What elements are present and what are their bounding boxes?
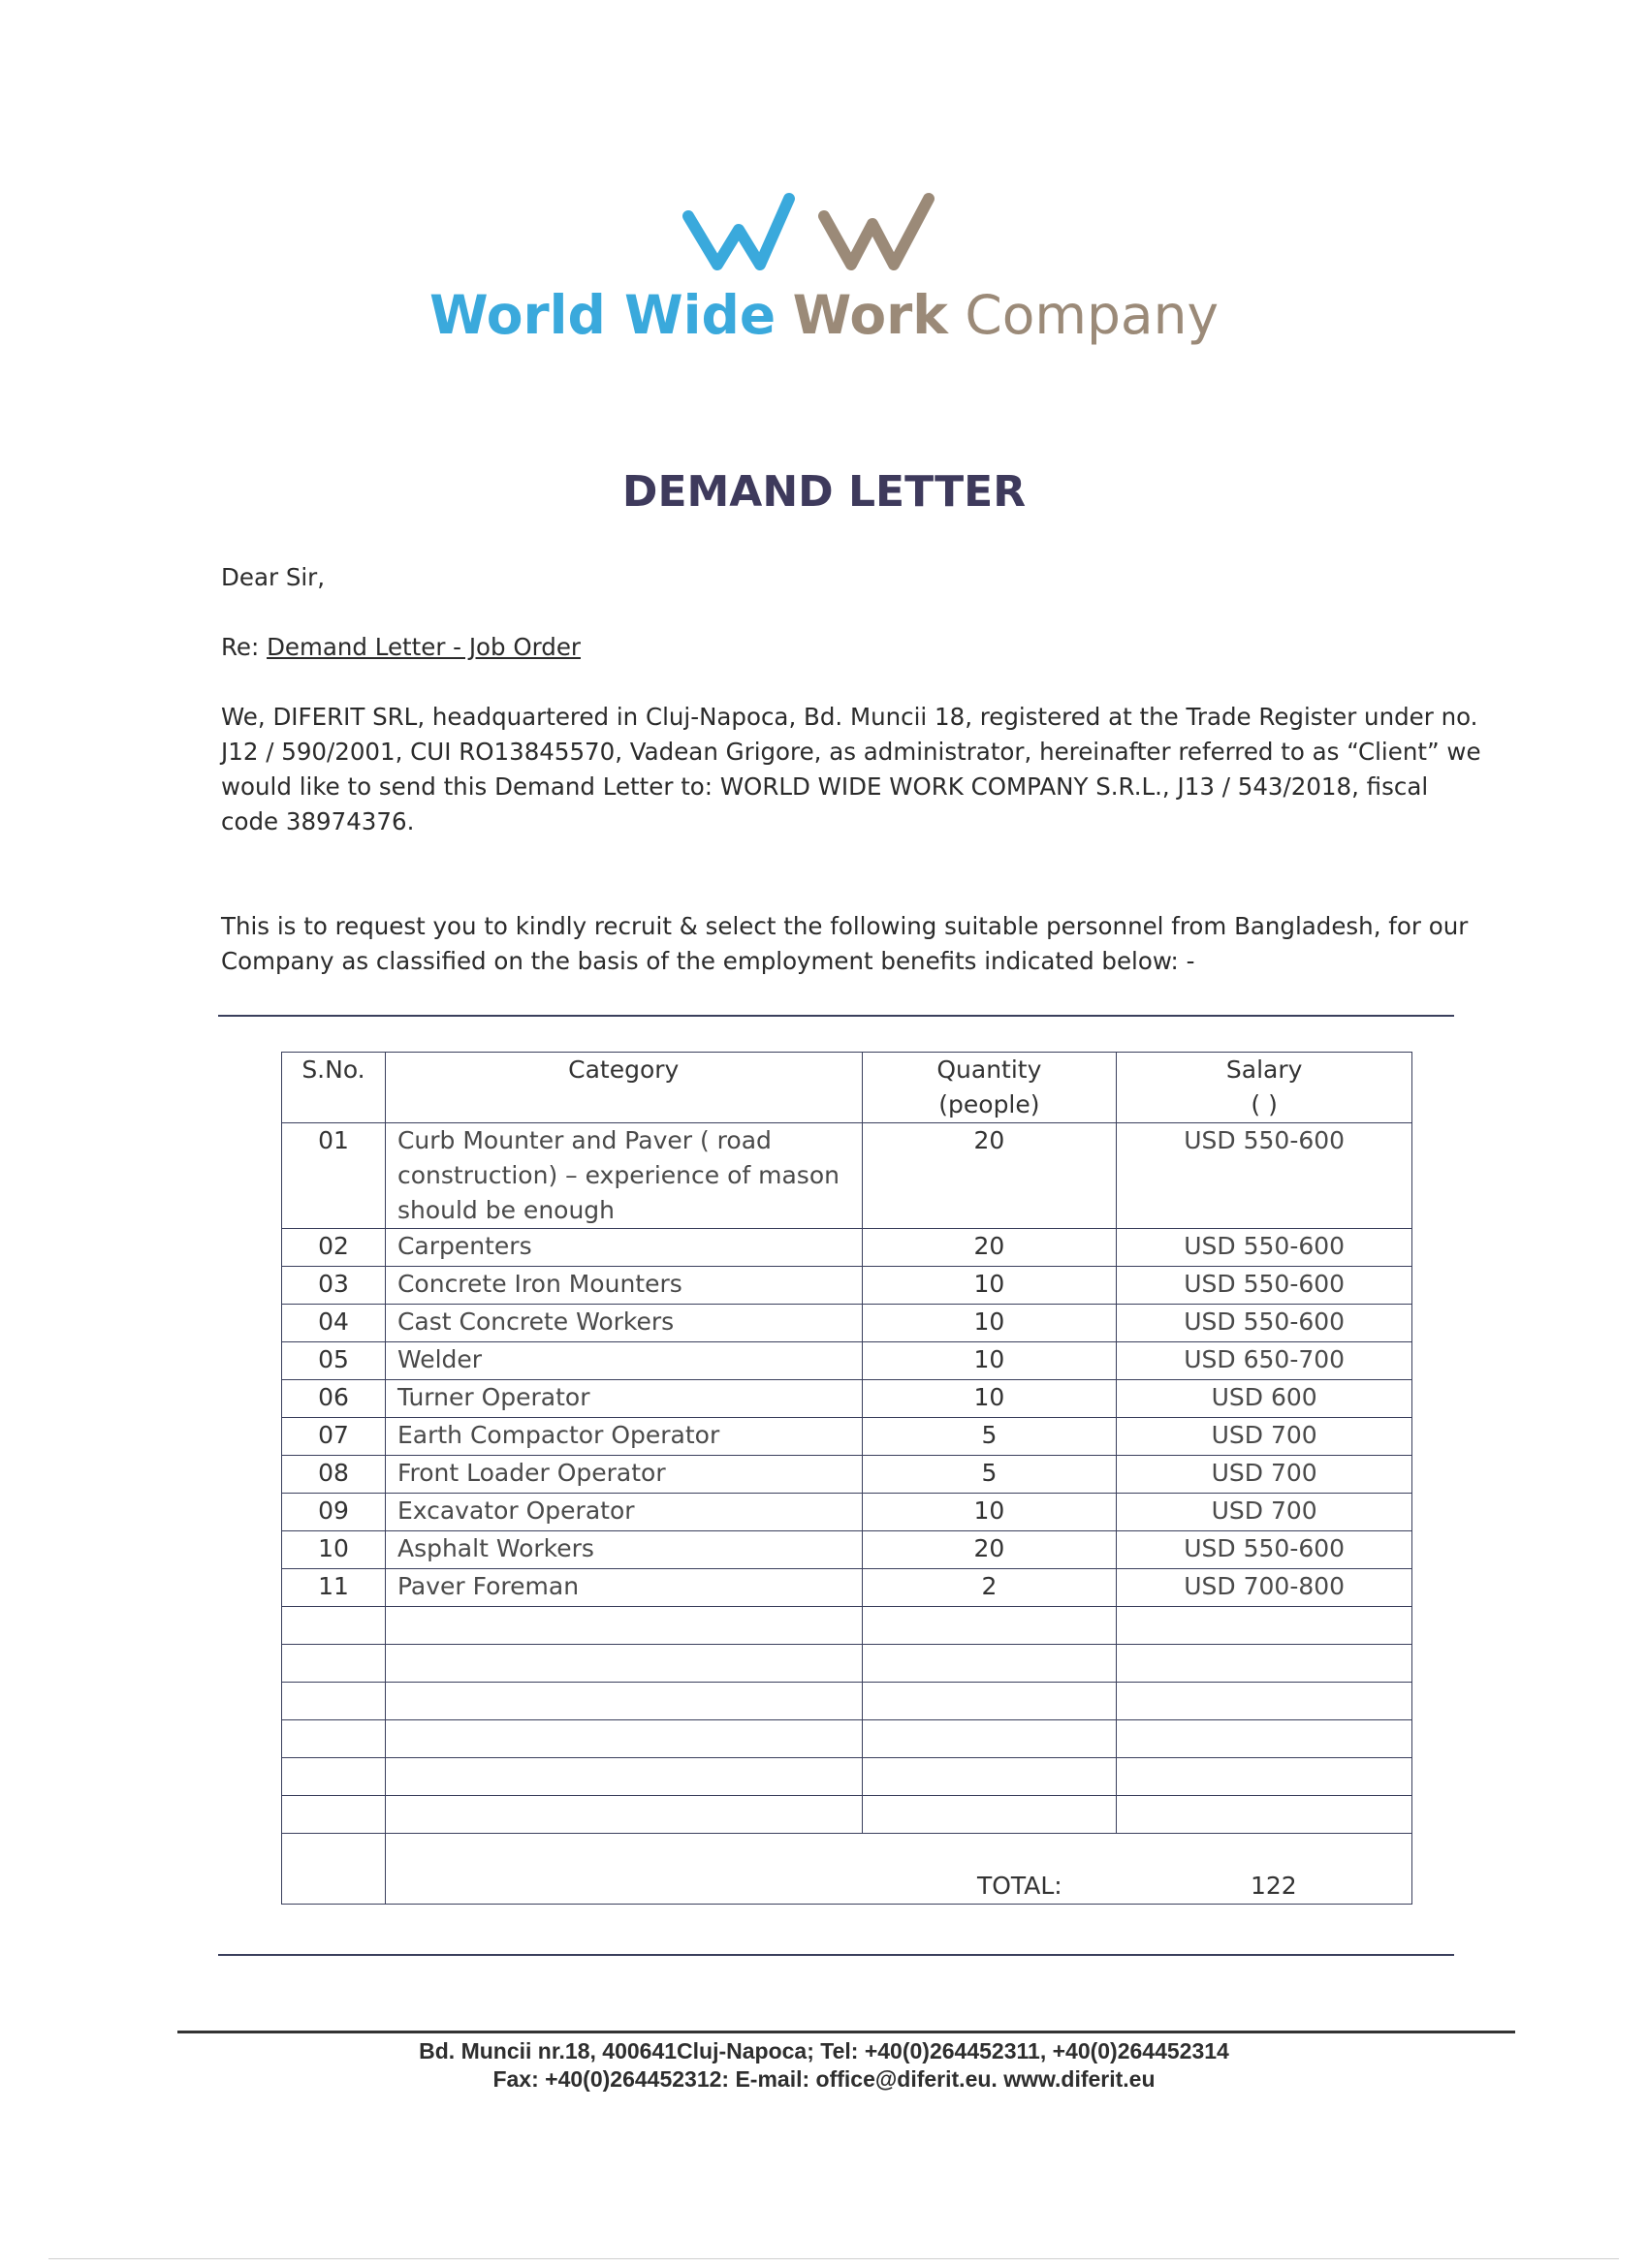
header-salary-line1: Salary: [1225, 1055, 1303, 1084]
footer-divider: [177, 2031, 1515, 2033]
table-row-empty: [282, 1720, 1412, 1758]
empty-cell: [862, 1720, 1117, 1758]
table-total-row: [282, 1834, 1412, 1905]
footer-contact: Fax: +40(0)264452312: E-mail: office@diferit.eu. www.diferit.eu: [492, 2066, 1156, 2092]
empty-cell: [862, 1683, 1117, 1720]
empty-cell: [1117, 1645, 1412, 1683]
cell-category: Asphalt Workers: [385, 1531, 862, 1569]
empty-cell: [282, 1607, 386, 1645]
www-logo-mark-icon: [679, 189, 969, 276]
company-logo: [0, 189, 1648, 276]
total-value: 122: [1250, 1872, 1297, 1900]
cell-category: Front Loader Operator: [385, 1456, 862, 1494]
cell-sno: 01: [282, 1123, 386, 1229]
table-row-empty: [282, 1796, 1412, 1834]
table-header-row: [282, 1053, 1412, 1123]
cell-quantity: 20: [862, 1123, 1117, 1229]
cell-salary: USD 550-600: [1117, 1267, 1412, 1305]
logo-text-company: Company: [965, 284, 1219, 346]
subject-label: Re:: [221, 633, 260, 661]
header-quantity-line1: Quantity: [936, 1055, 1042, 1084]
header-category: Category: [385, 1053, 862, 1123]
cell-category: Curb Mounter and Paver ( road construction) – experience of mason should be enough: [385, 1123, 862, 1229]
cell-sno: 08: [282, 1456, 386, 1494]
cell-quantity: 20: [862, 1531, 1117, 1569]
cell-category: Turner Operator: [385, 1380, 862, 1418]
subject-text: Demand Letter - Job Order: [267, 633, 581, 661]
cell-category: Welder: [385, 1342, 862, 1380]
empty-cell: [862, 1607, 1117, 1645]
header-salary-line2: ( ): [1251, 1090, 1278, 1118]
table-row: [282, 1229, 1412, 1267]
total-sno-cell: [282, 1834, 386, 1905]
table-row: [282, 1456, 1412, 1494]
empty-cell: [1117, 1796, 1412, 1834]
cell-sno: 02: [282, 1229, 386, 1267]
logo-text-world-wide: World Wide: [428, 284, 776, 346]
cell-sno: 11: [282, 1569, 386, 1607]
empty-cell: [385, 1720, 862, 1758]
table-row-empty: [282, 1645, 1412, 1683]
cell-salary: USD 650-700: [1117, 1342, 1412, 1380]
cell-category: Earth Compactor Operator: [385, 1418, 862, 1456]
empty-cell: [1117, 1683, 1412, 1720]
cell-category: Concrete Iron Mounters: [385, 1267, 862, 1305]
cell-salary: USD 700: [1117, 1418, 1412, 1456]
cell-quantity: 20: [862, 1229, 1117, 1267]
empty-cell: [385, 1758, 862, 1796]
cell-sno: 10: [282, 1531, 386, 1569]
table-row: [282, 1380, 1412, 1418]
table-row: [282, 1267, 1412, 1305]
subject-line: [221, 630, 1481, 665]
table-row: [282, 1494, 1412, 1531]
cell-quantity: 5: [862, 1456, 1117, 1494]
cell-category: Paver Foreman: [385, 1569, 862, 1607]
table-row: [282, 1342, 1412, 1380]
cell-category: Excavator Operator: [385, 1494, 862, 1531]
table-row-empty: [282, 1758, 1412, 1796]
empty-cell: [282, 1796, 386, 1834]
company-logo-text: [0, 281, 1648, 349]
greeting: Dear Sir,: [221, 563, 326, 591]
total-wrap: [397, 1834, 1400, 1904]
divider-top: [218, 1015, 1454, 1017]
empty-cell: [385, 1645, 862, 1683]
empty-cell: [282, 1683, 386, 1720]
page-bottom-line: [48, 2258, 1619, 2259]
table-row: [282, 1569, 1412, 1607]
cell-quantity: 5: [862, 1418, 1117, 1456]
table-row: [282, 1418, 1412, 1456]
header-sno: S.No.: [282, 1053, 386, 1123]
logo-text-work: Work: [792, 284, 948, 346]
job-order-table: [281, 1052, 1412, 1905]
empty-cell: [282, 1758, 386, 1796]
cell-salary: USD 700-800: [1117, 1569, 1412, 1607]
empty-cell: [862, 1758, 1117, 1796]
cell-salary: USD 700: [1117, 1494, 1412, 1531]
empty-cell: [385, 1607, 862, 1645]
total-cell: [385, 1834, 1411, 1905]
cell-sno: 07: [282, 1418, 386, 1456]
cell-sno: 06: [282, 1380, 386, 1418]
cell-salary: USD 600: [1117, 1380, 1412, 1418]
cell-salary: USD 550-600: [1117, 1123, 1412, 1229]
empty-cell: [282, 1645, 386, 1683]
cell-quantity: 10: [862, 1380, 1117, 1418]
cell-sno: 05: [282, 1342, 386, 1380]
cell-category: Cast Concrete Workers: [385, 1305, 862, 1342]
header-quantity: [862, 1053, 1117, 1123]
cell-salary: USD 550-600: [1117, 1531, 1412, 1569]
empty-cell: [1117, 1720, 1412, 1758]
cell-sno: 04: [282, 1305, 386, 1342]
empty-cell: [385, 1683, 862, 1720]
table-row: [282, 1531, 1412, 1569]
empty-cell: [282, 1720, 386, 1758]
cell-sno: 09: [282, 1494, 386, 1531]
cell-salary: USD 550-600: [1117, 1305, 1412, 1342]
body-paragraph-2: This is to request you to kindly recruit & select the following suitable personnel from Bangladesh, for our Company as classified on the basis of the employment benefits indicated below: -: [221, 912, 1469, 975]
table-row-empty: [282, 1607, 1412, 1645]
empty-cell: [385, 1796, 862, 1834]
cell-quantity: 10: [862, 1305, 1117, 1342]
body-paragraph-1: We, DIFERIT SRL, headquartered in Cluj-Napoca, Bd. Muncii 18, registered at the Trade Register under no. J12 / 590/2001, CUI RO13845570, Vadean Grigore, as administrator, hereinafter referred to as “Client” we would like to send this Demand Letter to: WORLD WIDE WORK COMPANY S.R.L., J13 / 543/2018, fiscal code 38974376.: [221, 703, 1481, 835]
empty-cell: [1117, 1758, 1412, 1796]
cell-salary: USD 550-600: [1117, 1229, 1412, 1267]
cell-quantity: 10: [862, 1494, 1117, 1531]
empty-cell: [862, 1645, 1117, 1683]
cell-salary: USD 700: [1117, 1456, 1412, 1494]
table-row-empty: [282, 1683, 1412, 1720]
cell-category: Carpenters: [385, 1229, 862, 1267]
empty-cell: [862, 1796, 1117, 1834]
header-salary: [1117, 1053, 1412, 1123]
document-title: DEMAND LETTER: [621, 467, 1027, 517]
footer-address: Bd. Muncii nr.18, 400641Cluj-Napoca; Tel: +40(0)264452311, +40(0)264452314: [419, 2038, 1229, 2063]
table-row: [282, 1305, 1412, 1342]
cell-sno: 03: [282, 1267, 386, 1305]
total-label: TOTAL:: [976, 1872, 1062, 1900]
empty-cell: [1117, 1607, 1412, 1645]
cell-quantity: 2: [862, 1569, 1117, 1607]
table-row: [282, 1123, 1412, 1229]
divider-bottom: [218, 1954, 1454, 1956]
cell-quantity: 10: [862, 1342, 1117, 1380]
cell-quantity: 10: [862, 1267, 1117, 1305]
header-quantity-line2: (people): [938, 1090, 1040, 1118]
